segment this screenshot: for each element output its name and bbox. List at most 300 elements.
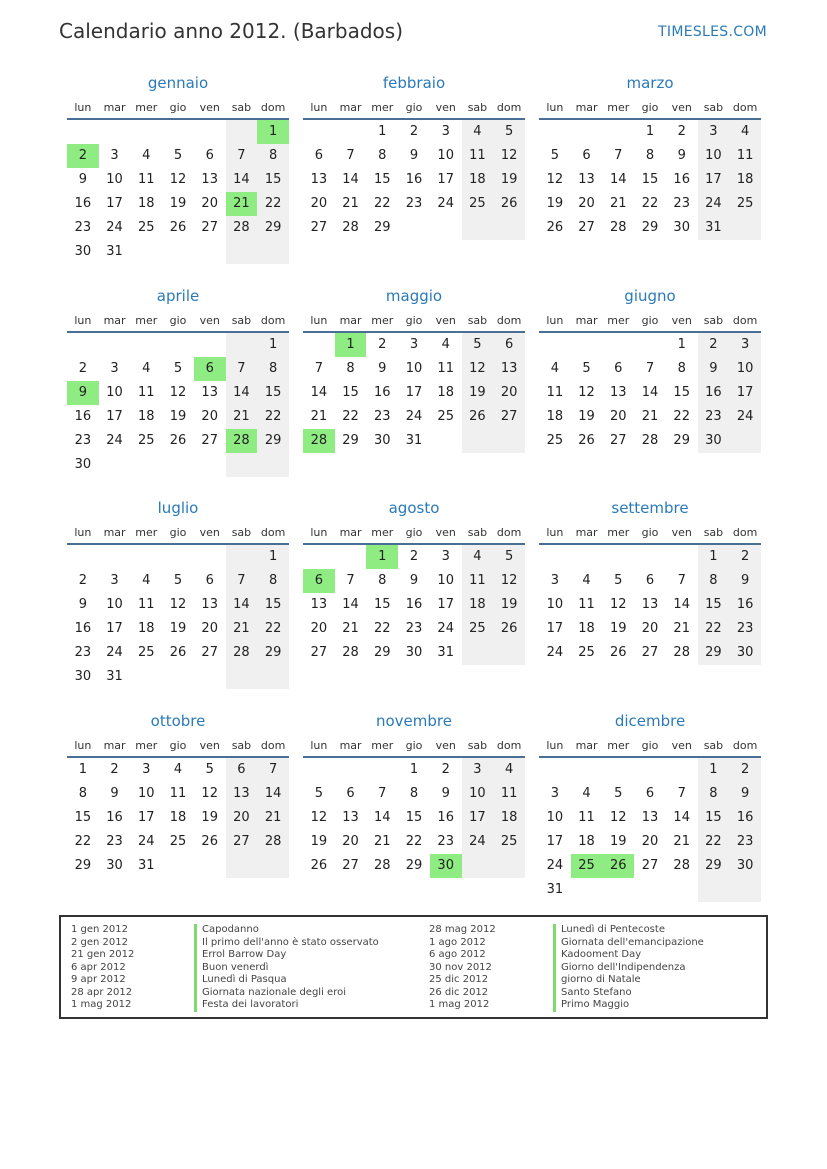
day-cell: 27 [610, 433, 627, 448]
day-cell: 19 [546, 196, 564, 211]
weekday-header: ven [430, 97, 462, 120]
day-cell: 29 [698, 641, 730, 665]
weekday-header: gio [162, 97, 194, 120]
day-cell: 28 [673, 858, 690, 873]
legend-holiday-name: Kadooment Day [561, 949, 642, 960]
day-cell: 22 [374, 196, 391, 211]
day-cell: 14 [673, 597, 690, 612]
empty-day-cell [226, 120, 258, 144]
month-novembre [303, 709, 525, 878]
day-cell: 9 [78, 597, 87, 612]
day-cell: 12 [169, 172, 187, 187]
empty-day-cell [571, 333, 603, 357]
day-cell: 12 [462, 357, 494, 381]
month-title: gennaio [147, 74, 209, 92]
day-cell: 9 [409, 148, 419, 163]
legend-holiday-name: Giornata nazionale degli eroi [202, 986, 346, 998]
day-cell: 23 [374, 409, 391, 424]
weekday-header: gio [162, 735, 194, 758]
day-cell: 31 [698, 216, 730, 240]
day-cell: 12 [610, 810, 627, 825]
holiday-day-cell: 26 [602, 854, 634, 878]
day-cell: 26 [610, 645, 627, 660]
empty-day-cell [130, 665, 162, 689]
empty-day-cell [67, 120, 99, 144]
weekday-header: lun [303, 97, 335, 120]
day-cell: 20 [610, 409, 627, 424]
day-cell: 6 [226, 758, 258, 782]
day-cell: 26 [462, 405, 494, 429]
month-dicembre [539, 709, 761, 902]
day-cell: 3 [441, 124, 450, 139]
legend-date: 28 apr 2012 [71, 986, 133, 998]
day-cell: 13 [201, 172, 218, 187]
empty-day-cell [602, 333, 634, 357]
month-grid [539, 97, 761, 240]
day-cell: 27 [342, 858, 359, 873]
weekday-header: dom [729, 310, 761, 333]
weekday-header: mer [602, 522, 634, 545]
day-cell: 30 [74, 457, 92, 472]
day-cell: 22 [374, 621, 391, 636]
day-cell: 7 [378, 786, 387, 801]
holiday-legend [59, 915, 768, 1019]
day-cell: 10 [106, 172, 123, 187]
day-cell: 20 [641, 834, 659, 849]
legend-dates-right [429, 924, 496, 1012]
day-cell: 20 [342, 834, 359, 849]
day-cell: 28 [226, 641, 258, 665]
day-cell: 14 [342, 597, 359, 612]
day-cell: 2 [110, 762, 119, 777]
month-grid [67, 97, 289, 264]
day-cell: 5 [173, 148, 183, 163]
day-cell: 31 [138, 858, 155, 873]
day-cell: 14 [226, 593, 258, 617]
holiday-day-cell: 6 [303, 569, 335, 593]
day-cell: 1 [78, 762, 87, 777]
month-title: maggio [385, 287, 443, 305]
day-cell: 30 [405, 645, 423, 660]
empty-day-cell [99, 120, 131, 144]
day-cell: 26 [493, 192, 525, 216]
day-cell: 3 [110, 361, 119, 376]
day-cell: 19 [169, 196, 187, 211]
empty-day-cell [67, 333, 99, 357]
empty-day-cell [430, 429, 462, 453]
month-grid [303, 97, 525, 240]
empty-day-cell [634, 545, 666, 569]
weekday-header: mar [99, 522, 131, 545]
day-cell: 7 [677, 573, 686, 588]
day-cell: 20 [201, 621, 218, 636]
empty-day-cell [634, 333, 666, 357]
day-cell: 8 [677, 361, 686, 376]
day-cell: 9 [78, 172, 87, 187]
day-cell: 24 [437, 621, 454, 636]
empty-day-cell [462, 429, 494, 453]
day-cell: 13 [641, 597, 659, 612]
day-cell: 14 [641, 385, 659, 400]
weekday-header: gio [634, 310, 666, 333]
day-cell: 3 [142, 762, 151, 777]
weekday-header: lun [539, 310, 571, 333]
day-cell: 25 [169, 834, 187, 849]
day-cell: 20 [201, 196, 218, 211]
day-cell: 6 [205, 148, 214, 163]
day-cell: 29 [257, 216, 289, 240]
empty-day-cell [99, 333, 131, 357]
day-cell: 25 [437, 409, 454, 424]
day-cell: 21 [226, 617, 258, 641]
legend-date: 1 mag 2012 [429, 999, 490, 1010]
day-cell: 23 [698, 405, 730, 429]
day-cell: 4 [142, 148, 151, 163]
brand-logo-text[interactable]: TIMESLES.COM [658, 24, 767, 40]
weekday-header: dom [257, 97, 289, 120]
empty-day-cell [162, 240, 194, 264]
day-cell: 4 [582, 573, 591, 588]
empty-day-cell [162, 453, 194, 477]
day-cell: 16 [405, 172, 423, 187]
day-cell: 21 [342, 196, 359, 211]
day-cell: 7 [226, 569, 258, 593]
empty-day-cell [366, 758, 398, 782]
day-cell: 3 [110, 573, 119, 588]
month-grid [67, 735, 289, 878]
day-cell: 21 [342, 621, 359, 636]
weekday-header: sab [698, 97, 730, 120]
day-cell: 29 [342, 433, 359, 448]
day-cell: 12 [201, 786, 218, 801]
day-cell: 16 [673, 172, 690, 187]
legend-holiday-name: Lunedì di Pasqua [202, 974, 287, 985]
weekday-header: ven [666, 310, 698, 333]
day-cell: 4 [550, 361, 559, 376]
empty-day-cell [493, 216, 525, 240]
day-cell: 20 [641, 621, 659, 636]
empty-day-cell [634, 758, 666, 782]
empty-day-cell [194, 545, 226, 569]
day-cell: 23 [729, 830, 761, 854]
day-cell: 22 [257, 405, 289, 429]
day-cell: 13 [342, 810, 359, 825]
day-cell: 26 [169, 645, 187, 660]
day-cell: 15 [257, 381, 289, 405]
weekday-header: mer [130, 522, 162, 545]
weekday-header: mer [366, 310, 398, 333]
day-cell: 18 [729, 168, 761, 192]
month-ottobre [67, 709, 289, 878]
day-cell: 14 [342, 172, 359, 187]
day-cell: 9 [677, 148, 686, 163]
month-marzo [539, 71, 761, 240]
legend-holiday-name: Lunedì di Pentecoste [561, 924, 665, 935]
legend-names-left [194, 924, 379, 1012]
day-cell: 6 [614, 361, 623, 376]
empty-day-cell [729, 216, 761, 240]
day-cell: 27 [201, 433, 218, 448]
empty-day-cell [257, 240, 289, 264]
day-cell: 20 [226, 806, 258, 830]
day-cell: 24 [405, 409, 423, 424]
weekday-header: mar [571, 522, 603, 545]
day-cell: 29 [698, 854, 730, 878]
day-cell: 4 [582, 786, 591, 801]
day-cell: 26 [493, 617, 525, 641]
day-cell: 22 [405, 834, 423, 849]
day-cell: 10 [546, 810, 564, 825]
empty-day-cell [303, 545, 335, 569]
day-cell: 24 [437, 196, 454, 211]
weekday-header: ven [666, 97, 698, 120]
weekday-header: lun [67, 522, 99, 545]
day-cell: 7 [314, 361, 323, 376]
empty-day-cell [462, 641, 494, 665]
day-cell: 28 [342, 645, 359, 660]
day-cell: 14 [610, 172, 627, 187]
empty-day-cell [226, 333, 258, 357]
day-cell: 17 [106, 409, 123, 424]
empty-day-cell [602, 120, 634, 144]
day-cell: 17 [437, 597, 454, 612]
day-cell: 23 [74, 220, 92, 235]
day-cell: 19 [310, 834, 328, 849]
day-cell: 29 [374, 220, 391, 235]
weekday-header: ven [194, 97, 226, 120]
day-cell: 21 [374, 834, 391, 849]
empty-day-cell [335, 758, 367, 782]
day-cell: 11 [578, 597, 595, 612]
day-cell: 13 [201, 385, 218, 400]
day-cell: 18 [546, 409, 564, 424]
empty-day-cell [571, 120, 603, 144]
month-title: dicembre [614, 712, 686, 730]
legend-date: 1 ago 2012 [429, 936, 486, 948]
day-cell: 19 [462, 381, 494, 405]
day-cell: 27 [641, 645, 659, 660]
day-cell: 13 [578, 172, 595, 187]
day-cell: 30 [106, 858, 123, 873]
day-cell: 22 [74, 834, 92, 849]
day-cell: 4 [493, 758, 525, 782]
empty-day-cell [194, 240, 226, 264]
weekday-header: lun [539, 522, 571, 545]
weekday-header: dom [257, 735, 289, 758]
weekday-header: sab [698, 735, 730, 758]
day-cell: 8 [698, 569, 730, 593]
empty-day-cell [194, 453, 226, 477]
day-cell: 12 [610, 597, 627, 612]
empty-day-cell [130, 333, 162, 357]
day-cell: 31 [405, 433, 423, 448]
day-cell: 26 [169, 433, 187, 448]
weekday-header: lun [303, 735, 335, 758]
weekday-header: mer [602, 97, 634, 120]
weekday-header: gio [162, 522, 194, 545]
day-cell: 15 [698, 593, 730, 617]
empty-day-cell [493, 641, 525, 665]
weekday-header: mer [602, 735, 634, 758]
weekday-header: mar [99, 97, 131, 120]
weekday-header: mar [335, 522, 367, 545]
day-cell: 2 [409, 124, 419, 139]
day-cell: 16 [74, 409, 92, 424]
day-cell: 4 [462, 545, 494, 569]
weekday-header: sab [462, 310, 494, 333]
weekday-header: gio [634, 735, 666, 758]
day-cell: 31 [437, 645, 454, 660]
day-cell: 13 [310, 597, 328, 612]
empty-day-cell [162, 665, 194, 689]
weekday-header: gio [398, 522, 430, 545]
day-cell: 22 [698, 830, 730, 854]
day-cell: 7 [226, 357, 258, 381]
day-cell: 29 [257, 429, 289, 453]
day-cell: 27 [493, 405, 525, 429]
weekday-header: lun [67, 310, 99, 333]
day-cell: 16 [729, 806, 761, 830]
day-cell: 5 [205, 762, 214, 777]
day-cell: 15 [698, 806, 730, 830]
empty-day-cell [194, 333, 226, 357]
legend-date: 2 gen 2012 [71, 936, 129, 948]
month-maggio [303, 284, 525, 453]
day-cell: 26 [578, 433, 595, 448]
day-cell: 2 [441, 762, 450, 777]
weekday-header: mer [366, 97, 398, 120]
weekday-header: sab [462, 735, 494, 758]
empty-day-cell [226, 240, 258, 264]
day-cell: 19 [610, 834, 627, 849]
day-cell: 19 [493, 593, 525, 617]
day-cell: 16 [106, 810, 123, 825]
day-cell: 23 [405, 196, 423, 211]
weekday-header: sab [462, 522, 494, 545]
day-cell: 18 [578, 834, 595, 849]
day-cell: 2 [378, 337, 387, 352]
holiday-day-cell: 1 [335, 333, 367, 357]
legend-date: 28 mag 2012 [429, 924, 496, 935]
day-cell: 4 [462, 120, 494, 144]
day-cell: 27 [226, 830, 258, 854]
day-cell: 14 [226, 381, 258, 405]
weekday-header: mer [366, 522, 398, 545]
day-cell: 5 [173, 361, 183, 376]
weekday-header: dom [729, 97, 761, 120]
day-cell: 20 [310, 621, 328, 636]
holiday-day-cell: 1 [366, 545, 398, 569]
day-cell: 17 [437, 172, 454, 187]
month-grid [303, 310, 525, 453]
legend-date: 9 apr 2012 [71, 974, 126, 985]
day-cell: 22 [698, 617, 730, 641]
day-cell: 18 [169, 810, 187, 825]
day-cell: 13 [226, 782, 258, 806]
empty-day-cell [99, 545, 131, 569]
weekday-header: lun [67, 735, 99, 758]
empty-day-cell [698, 878, 730, 902]
day-cell: 29 [74, 858, 92, 873]
month-title: settembre [611, 499, 689, 517]
weekday-header: sab [226, 522, 258, 545]
weekday-header: dom [729, 735, 761, 758]
day-cell: 2 [409, 549, 419, 564]
day-cell: 11 [729, 144, 761, 168]
month-grid [303, 522, 525, 665]
legend-holiday-name: giorno di Natale [561, 974, 641, 985]
day-cell: 22 [257, 192, 289, 216]
weekday-header: dom [493, 522, 525, 545]
day-cell: 22 [673, 409, 690, 424]
day-cell: 7 [677, 786, 686, 801]
empty-day-cell [729, 878, 761, 902]
day-cell: 19 [201, 810, 218, 825]
empty-day-cell [335, 545, 367, 569]
day-cell: 28 [226, 216, 258, 240]
day-cell: 20 [201, 409, 218, 424]
day-cell: 2 [677, 124, 686, 139]
day-cell: 18 [138, 621, 155, 636]
weekday-header: mar [335, 735, 367, 758]
legend-date: 26 dic 2012 [429, 986, 489, 998]
legend-holiday-name: Festa dei lavoratori [202, 999, 299, 1010]
weekday-header: gio [398, 310, 430, 333]
day-cell: 25 [138, 433, 155, 448]
day-cell: 7 [614, 148, 623, 163]
day-cell: 22 [641, 196, 659, 211]
month-aprile [67, 284, 289, 477]
weekday-header: ven [666, 735, 698, 758]
day-cell: 27 [641, 858, 659, 873]
month-title: ottobre [150, 712, 206, 730]
day-cell: 31 [546, 882, 564, 897]
day-cell: 8 [378, 573, 387, 588]
weekday-header: gio [398, 97, 430, 120]
month-title: marzo [626, 74, 674, 92]
day-cell: 5 [462, 333, 494, 357]
empty-day-cell [666, 758, 698, 782]
day-cell: 9 [698, 357, 730, 381]
day-cell: 3 [550, 573, 559, 588]
holiday-day-cell: 2 [67, 144, 99, 168]
day-cell: 30 [74, 669, 92, 684]
day-cell: 27 [201, 645, 218, 660]
weekday-header: sab [698, 522, 730, 545]
day-cell: 15 [342, 385, 359, 400]
day-cell: 10 [138, 786, 155, 801]
day-cell: 12 [546, 172, 564, 187]
day-cell: 13 [493, 357, 525, 381]
day-cell: 30 [673, 220, 690, 235]
weekday-header: dom [493, 97, 525, 120]
day-cell: 4 [142, 361, 151, 376]
day-cell: 19 [610, 621, 627, 636]
day-cell: 24 [106, 433, 123, 448]
day-cell: 29 [374, 645, 391, 660]
day-cell: 15 [374, 597, 391, 612]
day-cell: 5 [582, 361, 591, 376]
day-cell: 17 [462, 806, 494, 830]
empty-day-cell [99, 453, 131, 477]
day-cell: 10 [729, 357, 761, 381]
empty-day-cell [226, 545, 258, 569]
legend-holiday-name: Giornata dell'emancipazione [561, 936, 704, 948]
empty-day-cell [257, 665, 289, 689]
empty-day-cell [493, 429, 525, 453]
weekday-header: mer [366, 735, 398, 758]
day-cell: 22 [342, 409, 359, 424]
